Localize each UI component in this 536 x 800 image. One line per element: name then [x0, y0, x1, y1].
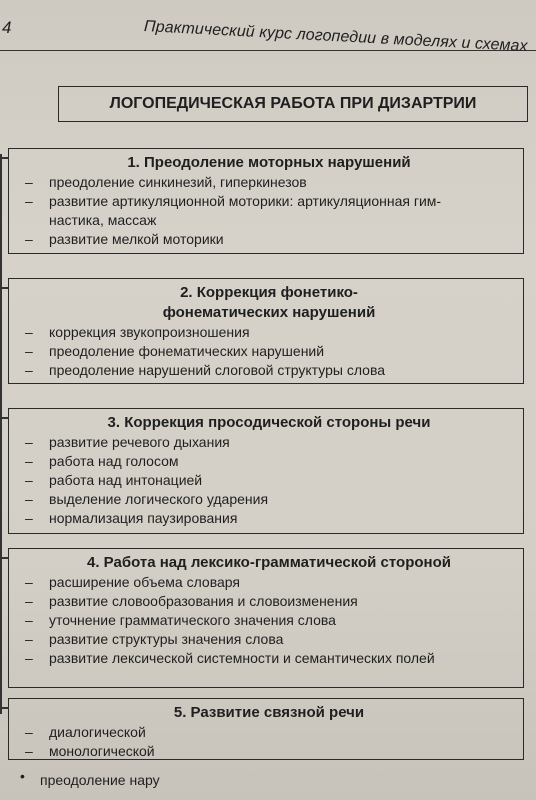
section-motor: [8, 148, 524, 254]
connector-line: [0, 157, 9, 159]
dash-marker: –: [25, 453, 33, 469]
list-item: – преодоление синкинезий, гиперкинезов: [25, 174, 307, 190]
dash-marker: –: [25, 491, 33, 507]
section-title: 1. Преодоление моторных нарушений: [127, 154, 411, 171]
section-lexical-grammatical: [8, 548, 524, 688]
section-list: [25, 723, 513, 761]
dash-marker: –: [25, 231, 33, 247]
bottom-bullet: •: [20, 768, 25, 784]
dash-marker: –: [25, 362, 33, 378]
dash-marker: –: [25, 743, 33, 759]
list-item: – диалогической: [25, 724, 146, 740]
page-header: [0, 0, 536, 56]
connector-line: [0, 417, 9, 419]
list-item: – преодоление фонематических нарушений: [25, 343, 325, 359]
section-list: [25, 573, 513, 668]
connector-line: [0, 557, 9, 559]
section-prosody: [8, 408, 524, 534]
section-title-line1: 2. Коррекция фонетико-: [180, 284, 358, 301]
dash-marker: –: [25, 343, 33, 359]
list-item: – уточнение грамматического значения слова: [25, 612, 336, 628]
list-item: – развитие мелкой моторики: [25, 231, 224, 247]
connector-line: [0, 707, 9, 709]
section-list: [25, 323, 513, 380]
page-number: 4: [2, 18, 12, 37]
list-item: – развитие речевого дыхания: [25, 434, 230, 450]
connector-line: [0, 287, 9, 289]
dash-marker: –: [25, 650, 33, 666]
list-item: – работа над голосом: [25, 453, 179, 469]
dash-marker: –: [25, 193, 33, 209]
list-item: – развитие структуры значения слова: [25, 631, 284, 647]
dash-marker: –: [25, 472, 33, 488]
dash-marker: –: [25, 324, 33, 340]
diagram-spine-line: [0, 154, 2, 714]
main-title: ЛОГОПЕДИЧЕСКАЯ РАБОТА ПРИ ДИЗАРТРИИ: [109, 95, 477, 112]
section-title: 3. Коррекция просодической стороны речи: [107, 414, 431, 431]
section-list: [25, 173, 513, 249]
section-phonetic: [8, 278, 524, 384]
list-item: – развитие словообразования и словоизменения: [25, 593, 358, 609]
list-item: – выделение логического ударения: [25, 491, 269, 507]
dash-marker: –: [25, 593, 33, 609]
dash-marker: –: [25, 574, 33, 590]
section-title: 4. Работа над лексико-грамматической стороной: [87, 554, 451, 571]
dash-marker: –: [25, 724, 33, 740]
list-item: – монологической: [25, 743, 155, 759]
dash-marker: –: [25, 174, 33, 190]
list-item-continuation: настика, массаж: [49, 212, 157, 228]
list-item: – развитие лексической системности и семантических полей: [25, 650, 435, 666]
list-item: – нормализация паузирования: [25, 510, 238, 526]
dash-marker: –: [25, 510, 33, 526]
list-item: – работа над интонацией: [25, 472, 203, 488]
list-item: – коррекция звукопроизношения: [25, 324, 250, 340]
bottom-partial-text: преодоление нару: [40, 772, 160, 788]
list-item: – развитие артикуляционной моторики: артикуляционная гим-: [25, 193, 442, 209]
section-list: [25, 433, 513, 528]
list-item: – расширение объема словаря: [25, 574, 240, 590]
section-coherent-speech: [8, 698, 524, 760]
section-title-line2: фонематических нарушений: [162, 304, 376, 321]
running-title: Практический курс логопедии в моделях и схемах: [143, 18, 528, 56]
dash-marker: –: [25, 434, 33, 450]
dash-marker: –: [25, 612, 33, 628]
list-item: – преодоление нарушений слоговой структуры слова: [25, 362, 386, 378]
main-title-box: [58, 86, 528, 122]
section-title: 5. Развитие связной речи: [173, 704, 365, 721]
dash-marker: –: [25, 631, 33, 647]
